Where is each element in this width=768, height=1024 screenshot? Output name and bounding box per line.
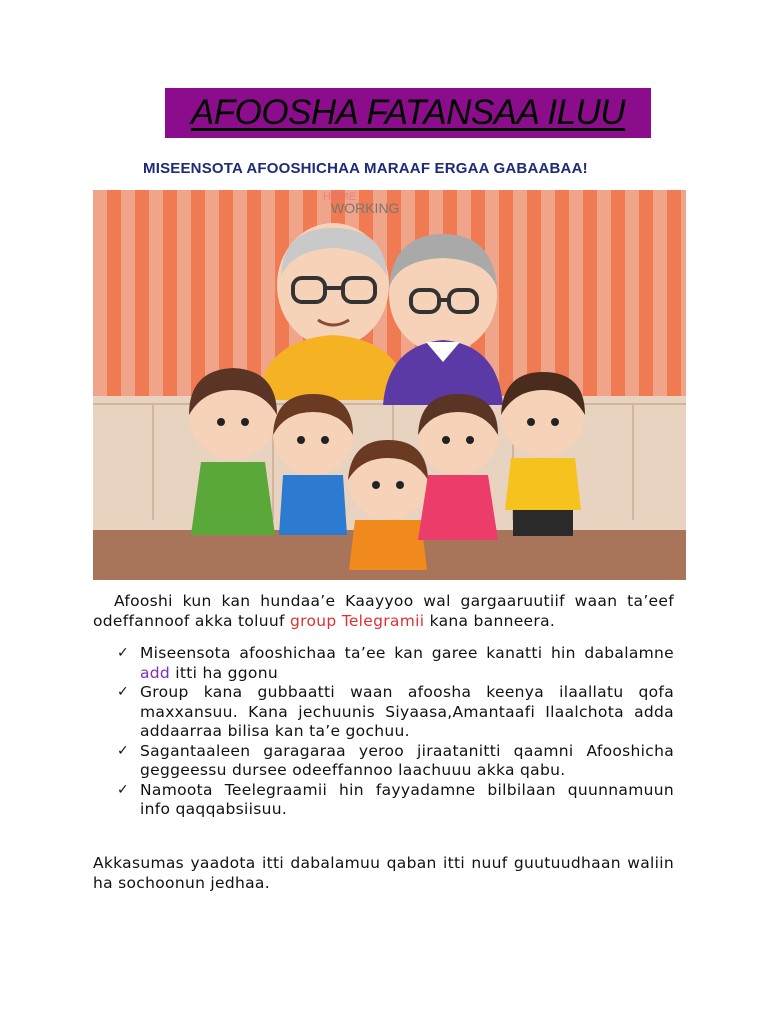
list-item: ✓ Sagantaaleen garagaraa yeroo jiraatanitti qaamni Afooshicha geggeessu dursee odeeffannoo laachuuu akka qabu.: [117, 741, 674, 779]
list-item: ✓ Miseensota afooshichaa ta’ee kan garee kanatti hin dabalamne add itti ha ggonu: [117, 644, 674, 682]
add-highlight: add: [140, 663, 171, 682]
bullet-list: [117, 644, 674, 820]
intro-paragraph: Afooshi kun kan hundaa’e Kaayyoo wal gargaaruutiif waan ta’eef odeffannoof akka toluuf group Telegramii kana banneera.: [93, 592, 674, 630]
grandmother-figure: [383, 234, 503, 405]
svg-text:HOME: HOME: [323, 191, 356, 203]
check-icon: ✓: [117, 645, 130, 661]
list-item: ✓ Namoota Teelegraamii hin fayyadamne bilbilaan quunnamuun info qaqqabsiisuu.: [117, 780, 674, 818]
check-icon: ✓: [117, 684, 130, 700]
family-illustration: [93, 190, 686, 580]
watermark-text: WORKING: [331, 200, 400, 216]
check-icon: ✓: [117, 781, 130, 798]
check-icon: ✓: [117, 742, 130, 759]
closing-paragraph: Akkasumas yaadota itti dabalamuu qaban itti nuuf guutuudhaan waliin ha sochoonun jedhaa.: [93, 854, 674, 892]
list-item: ✓ Group kana gubbaatti waan afoosha keenya ilaallatu qofa maxxansuu. Kana jechuunis Siyaasa,Amantaafi Ilaalchota adda addaarraa bilisa kan ta’e gochuu.: [117, 683, 674, 740]
child-figure: [348, 440, 428, 570]
subtitle: MISEENSOTA AFOOSHICHAA MARAAF ERGAA GABAABAA!: [143, 160, 588, 177]
telegram-group-highlight: group Telegramii: [289, 611, 425, 630]
page-title: AFOOSHA FATANSAA ILUU: [190, 93, 626, 132]
title-banner: [165, 88, 651, 138]
